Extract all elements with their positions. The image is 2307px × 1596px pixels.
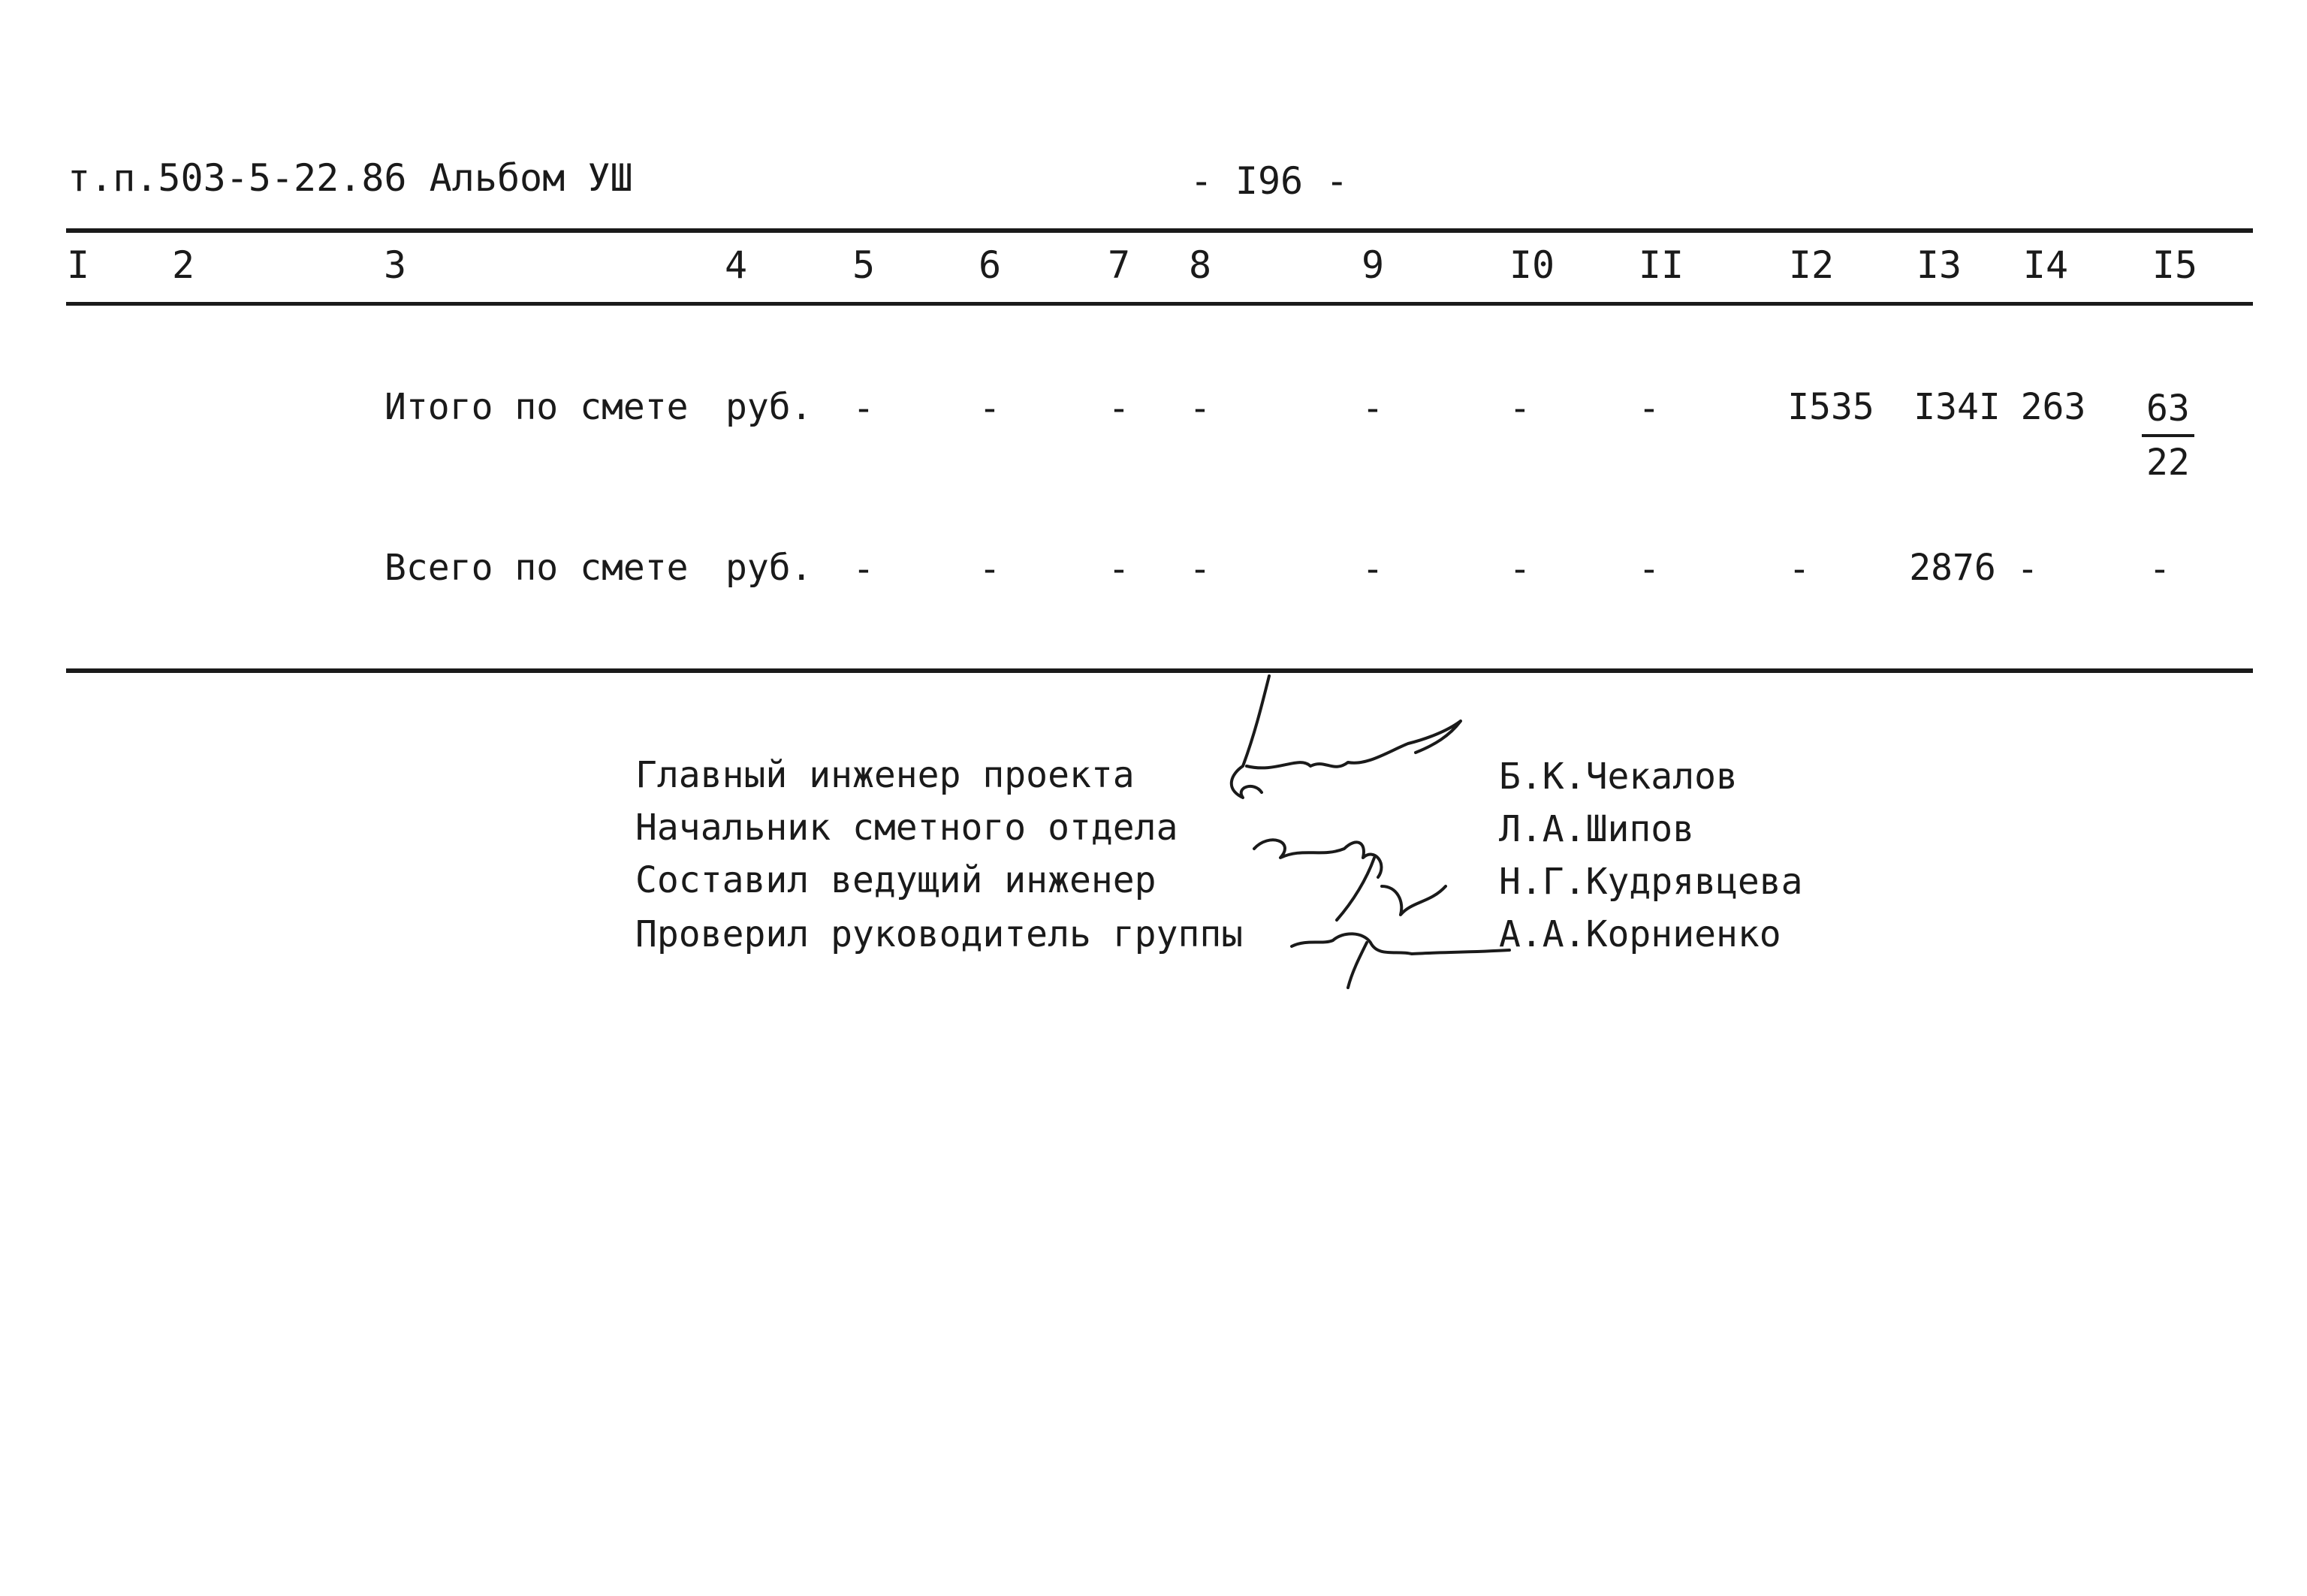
- cell-col9: -: [1362, 548, 1384, 590]
- table-top-rule: [66, 228, 2253, 233]
- cell-col8: -: [1189, 548, 1211, 590]
- signature-role: Главный инженер проекта: [635, 754, 1135, 796]
- cell-col14: 263: [2020, 386, 2086, 428]
- handwritten-signatures: [1149, 661, 1524, 991]
- cell-col8: -: [1189, 388, 1211, 430]
- column-header: I: [66, 243, 90, 287]
- cell-col15: -: [2149, 548, 2171, 590]
- column-header: 4: [724, 243, 748, 287]
- document-reference: т.п.503-5-22.86 Альбом УШ: [68, 156, 633, 200]
- fraction-denominator: 22: [2146, 442, 2190, 484]
- cell-col6: -: [979, 548, 1001, 590]
- cell-col11: -: [1638, 548, 1660, 590]
- cell-col5: -: [852, 548, 875, 590]
- cell-col11: -: [1638, 388, 1660, 430]
- signature-name: Н.Г.Кудрявцева: [1499, 861, 1803, 903]
- row-label: Всего по смете: [384, 547, 689, 589]
- row-label: Итого по смете: [384, 386, 689, 428]
- cell-col13: I34I: [1913, 386, 2001, 428]
- table-header-rule: [66, 302, 2253, 306]
- signature-name: Л.А.Шипов: [1499, 808, 1695, 850]
- column-header: I4: [2022, 243, 2069, 287]
- signature-name: А.А.Корниенко: [1499, 913, 1781, 955]
- cell-col12: I535: [1787, 386, 1874, 428]
- cell-col14: -: [2016, 548, 2039, 590]
- row-unit: руб.: [725, 386, 813, 428]
- column-header: I2: [1788, 243, 1835, 287]
- column-header: I5: [2152, 243, 2198, 287]
- signature-name: Б.К.Чекалов: [1499, 756, 1738, 798]
- cell-col9: -: [1362, 388, 1384, 430]
- column-header: 6: [978, 243, 1002, 287]
- column-header: 8: [1188, 243, 1212, 287]
- column-header: 3: [383, 243, 407, 287]
- signature-role: Проверил руководитель группы: [635, 913, 1244, 955]
- cell-col7: -: [1108, 548, 1130, 590]
- column-header: 7: [1107, 243, 1131, 287]
- fraction-numerator: 63: [2142, 391, 2194, 437]
- cell-col10: -: [1509, 548, 1531, 590]
- cell-col7: -: [1108, 388, 1130, 430]
- signature-role: Составил ведущий инженер: [635, 859, 1157, 901]
- cell-col15-fraction: [2142, 388, 2194, 484]
- column-header: I0: [1509, 243, 1555, 287]
- row-unit: руб.: [725, 547, 813, 589]
- column-header: 2: [171, 243, 195, 287]
- column-header: I3: [1916, 243, 1962, 287]
- cell-col5: -: [852, 388, 875, 430]
- signature-role: Начальник сметного отдела: [635, 807, 1178, 849]
- cell-col10: -: [1509, 388, 1531, 430]
- cell-col6: -: [979, 388, 1001, 430]
- column-header: 5: [852, 243, 876, 287]
- column-header: 9: [1361, 243, 1385, 287]
- page-number: - I96 -: [1190, 159, 1349, 203]
- column-header: II: [1638, 243, 1684, 287]
- cell-col12: -: [1788, 548, 1811, 590]
- cell-col13: 2876: [1909, 547, 1996, 589]
